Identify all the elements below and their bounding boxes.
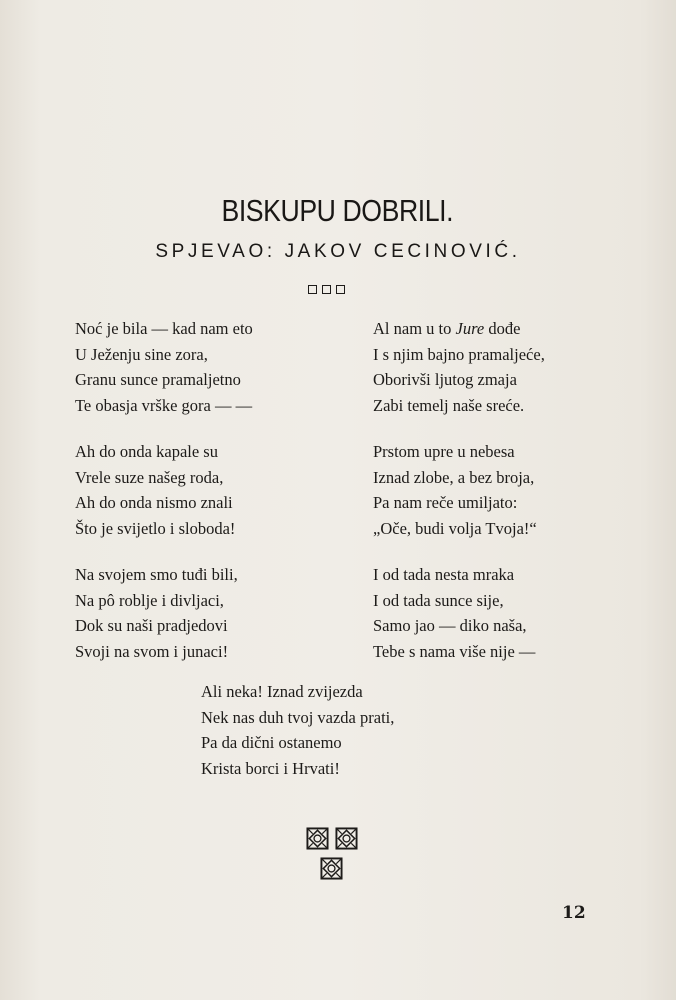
verse-line: Krista borci i Hrvati! bbox=[201, 758, 340, 778]
ornament-square-icon bbox=[320, 857, 343, 880]
verse-line: I od tada sunce sije, bbox=[373, 590, 504, 610]
verse-line: Pa da dični ostanemo bbox=[201, 733, 342, 752]
verse-line: Ah do onda kapale su bbox=[75, 442, 218, 461]
verse-line: Dok su naši pradjedovi bbox=[75, 616, 228, 635]
stanza-right-3 bbox=[373, 562, 535, 664]
verse-line: Iznad zlobe, a bez broja, bbox=[373, 467, 535, 487]
stanza-right-2 bbox=[373, 439, 537, 541]
stanza-left-1 bbox=[75, 316, 253, 418]
square-icon bbox=[336, 285, 345, 294]
verse-line: Granu sunce pramaljetno bbox=[75, 370, 241, 389]
verse-line: Nek nas duh tvoj vazda prati, bbox=[201, 707, 395, 727]
square-icon bbox=[308, 285, 317, 294]
verse-line: Prstom upre u nebesa bbox=[373, 442, 515, 461]
verse-line: I od tada nesta mraka bbox=[373, 565, 515, 584]
verse-line: „Oče, budi volja Tvoja!“ bbox=[373, 518, 537, 538]
verse-line bbox=[373, 316, 545, 342]
ornament-square-icon bbox=[306, 827, 329, 850]
poem-author: SPJEVAO: JAKOV CECINOVIĆ. bbox=[155, 241, 521, 262]
verse-fragment: dođe bbox=[484, 319, 521, 338]
verse-fragment: Al nam u to bbox=[373, 319, 456, 338]
verse-line: U Ježenju sine zora, bbox=[75, 344, 208, 364]
verse-line: I s njim bajno pramaljeće, bbox=[373, 344, 545, 364]
stanza-final bbox=[201, 679, 394, 781]
verse-line: Zabi temelj naše sreće. bbox=[373, 395, 525, 415]
verse-line: Oborivši ljutog zmaja bbox=[373, 370, 517, 389]
verse-line: Te obasja vrške gora — — bbox=[75, 395, 253, 415]
page-number: 12 bbox=[562, 903, 586, 923]
poem-title: BISKUPU DOBRILI. bbox=[221, 193, 454, 228]
verse-line: Ah do onda nismo znali bbox=[75, 493, 233, 512]
verse-line: Na pô roblje i divljaci, bbox=[75, 590, 224, 610]
ornament-square-icon bbox=[335, 827, 358, 850]
verse-line: Što je svijetlo i sloboda! bbox=[75, 518, 236, 538]
verse-name-italic: Jure bbox=[455, 319, 485, 338]
verse-line: Vrele suze našeg roda, bbox=[75, 467, 224, 487]
stanza-left-2 bbox=[75, 439, 235, 541]
verse-line: Samo jao — diko naša, bbox=[373, 616, 527, 635]
verse-line: Noć je bila — kad nam eto bbox=[75, 319, 253, 338]
verse-line: Na svojem smo tuđi bili, bbox=[75, 565, 238, 584]
stanza-right-1 bbox=[373, 316, 545, 418]
verse-line: Ali neka! Iznad zvijezda bbox=[201, 682, 363, 701]
verse-line: Pa nam reče umiljato: bbox=[373, 493, 518, 512]
verse-line: Svoji na svom i junaci! bbox=[75, 641, 229, 661]
title-ornament bbox=[308, 285, 345, 294]
stanza-left-3 bbox=[75, 562, 238, 664]
verse-line: Tebe s nama više nije — bbox=[373, 641, 536, 661]
square-icon bbox=[322, 285, 331, 294]
